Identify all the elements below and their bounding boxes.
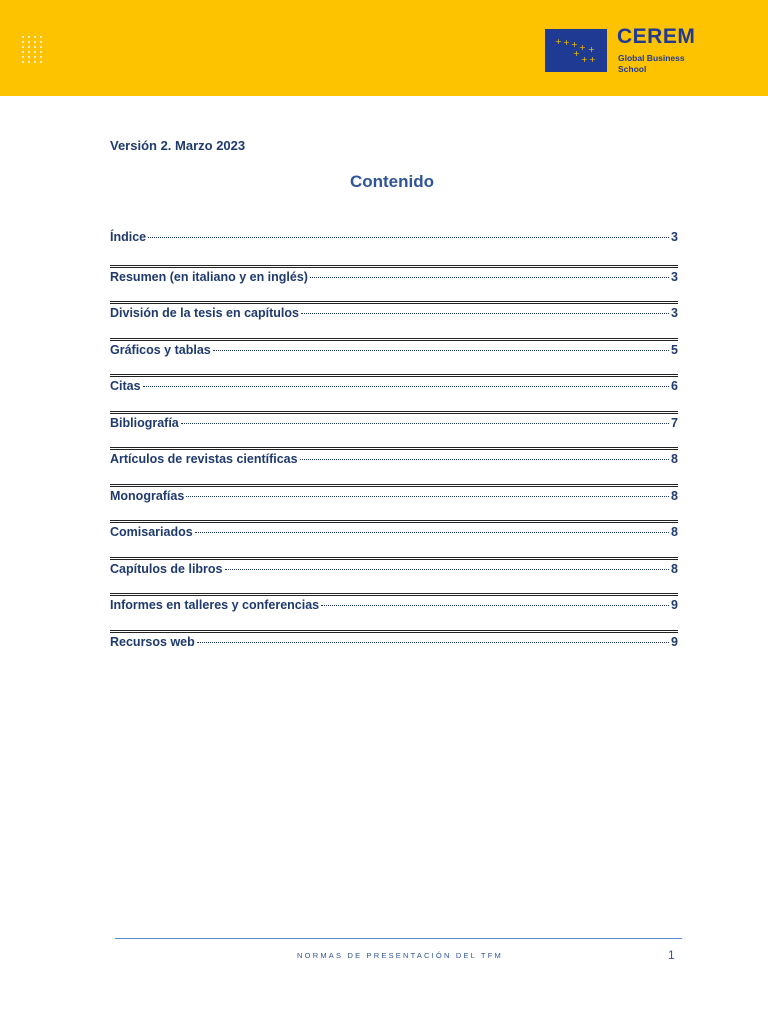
toc-entry-row[interactable] xyxy=(110,452,678,466)
toc-dot-leader xyxy=(310,277,669,278)
svg-text:+: + xyxy=(571,40,578,49)
footer-running-title: NORMAS DE PRESENTACIÓN DEL TFM xyxy=(297,951,503,960)
toc-entry-label[interactable]: Capítulos de libros xyxy=(110,561,223,576)
toc-entry-row[interactable] xyxy=(110,416,678,430)
toc-dot-leader xyxy=(181,423,669,424)
header-band xyxy=(0,0,768,96)
toc-entry-label[interactable]: Informes en talleres y conferencias xyxy=(110,598,320,612)
toc-dot-leader xyxy=(148,237,669,238)
toc-entry[interactable] xyxy=(110,374,678,411)
brand-tagline: Global Business School xyxy=(618,53,685,74)
toc-entry-page[interactable]: 3 xyxy=(671,230,678,244)
toc-entry[interactable] xyxy=(110,593,678,630)
toc-entry-page[interactable]: 7 xyxy=(671,415,678,430)
toc-entry[interactable] xyxy=(110,265,678,302)
toc-entry-row[interactable] xyxy=(110,525,678,539)
toc-entry-page[interactable]: 3 xyxy=(671,306,678,320)
toc-entry-label[interactable]: Citas xyxy=(110,379,141,393)
toc-entry[interactable] xyxy=(110,228,678,265)
version-line: Versión 2. Marzo 2023 xyxy=(110,138,246,153)
toc-entry-row[interactable] xyxy=(110,230,678,244)
toc-entry-row[interactable] xyxy=(110,270,678,284)
toc-entry-label[interactable]: Monografías xyxy=(110,488,185,503)
toc-entry[interactable] xyxy=(110,301,678,338)
toc-dot-leader xyxy=(301,313,669,314)
toc-dot-leader xyxy=(225,569,670,570)
toc-entry-label[interactable]: Índice xyxy=(110,230,147,244)
toc-entry[interactable] xyxy=(110,447,678,484)
toc-entry[interactable] xyxy=(110,411,678,448)
toc-entry-label[interactable]: Artículos de revistas científicas xyxy=(110,452,298,466)
toc-dot-leader xyxy=(143,386,669,387)
toc-entry-row[interactable] xyxy=(110,306,678,320)
toc-dot-leader xyxy=(213,350,669,351)
svg-text:+: + xyxy=(589,55,596,64)
toc-entry[interactable] xyxy=(110,484,678,521)
toc-dot-leader xyxy=(321,605,669,606)
toc-entry-page[interactable]: 9 xyxy=(671,634,678,649)
toc-entry-label[interactable]: División de la tesis en capítulos xyxy=(110,306,299,320)
toc-entry-row[interactable] xyxy=(110,343,678,357)
table-of-contents xyxy=(110,228,678,666)
toc-dot-leader xyxy=(300,459,669,460)
toc-entry-row[interactable] xyxy=(110,635,678,649)
svg-text:+: + xyxy=(555,37,562,46)
toc-entry-page[interactable]: 8 xyxy=(671,561,678,576)
toc-entry-page[interactable]: 8 xyxy=(671,452,678,466)
toc-entry-page[interactable]: 6 xyxy=(671,379,678,393)
footer-divider xyxy=(115,938,682,939)
toc-entry-row[interactable] xyxy=(110,379,678,393)
toc-entry-row[interactable] xyxy=(110,489,678,503)
toc-entry-page[interactable]: 8 xyxy=(671,525,678,539)
toc-entry-page[interactable]: 5 xyxy=(671,342,678,357)
dot-grid-icon xyxy=(22,36,40,66)
toc-entry-label[interactable]: Bibliografía xyxy=(110,415,179,430)
svg-text:+: + xyxy=(581,55,588,64)
svg-text:+: + xyxy=(579,43,586,52)
toc-entry-label[interactable]: Resumen (en italiano y en inglés) xyxy=(110,269,308,284)
logo-stars-icon xyxy=(545,29,607,72)
svg-text:+: + xyxy=(573,49,580,58)
toc-entry[interactable] xyxy=(110,520,678,557)
toc-dot-leader xyxy=(186,496,669,497)
toc-dot-leader xyxy=(197,642,669,643)
toc-entry-label[interactable]: Gráficos y tablas xyxy=(110,342,211,357)
toc-entry-page[interactable]: 8 xyxy=(671,488,678,503)
toc-title: Contenido xyxy=(349,172,435,191)
toc-entry-row[interactable] xyxy=(110,598,678,612)
footer-page-number: 1 xyxy=(668,948,675,962)
toc-entry-page[interactable]: 9 xyxy=(671,598,678,612)
toc-dot-leader xyxy=(195,532,669,533)
toc-entry[interactable] xyxy=(110,630,678,667)
toc-entry-page[interactable]: 3 xyxy=(671,269,678,284)
toc-entry-label[interactable]: Comisariados xyxy=(110,525,193,539)
toc-entry-row[interactable] xyxy=(110,562,678,576)
toc-entry[interactable] xyxy=(110,338,678,375)
toc-entry-label[interactable]: Recursos web xyxy=(110,634,195,649)
toc-entry[interactable] xyxy=(110,557,678,594)
brand-name: CEREM xyxy=(617,25,696,48)
svg-text:+: + xyxy=(563,38,570,47)
svg-text:+: + xyxy=(588,45,595,54)
